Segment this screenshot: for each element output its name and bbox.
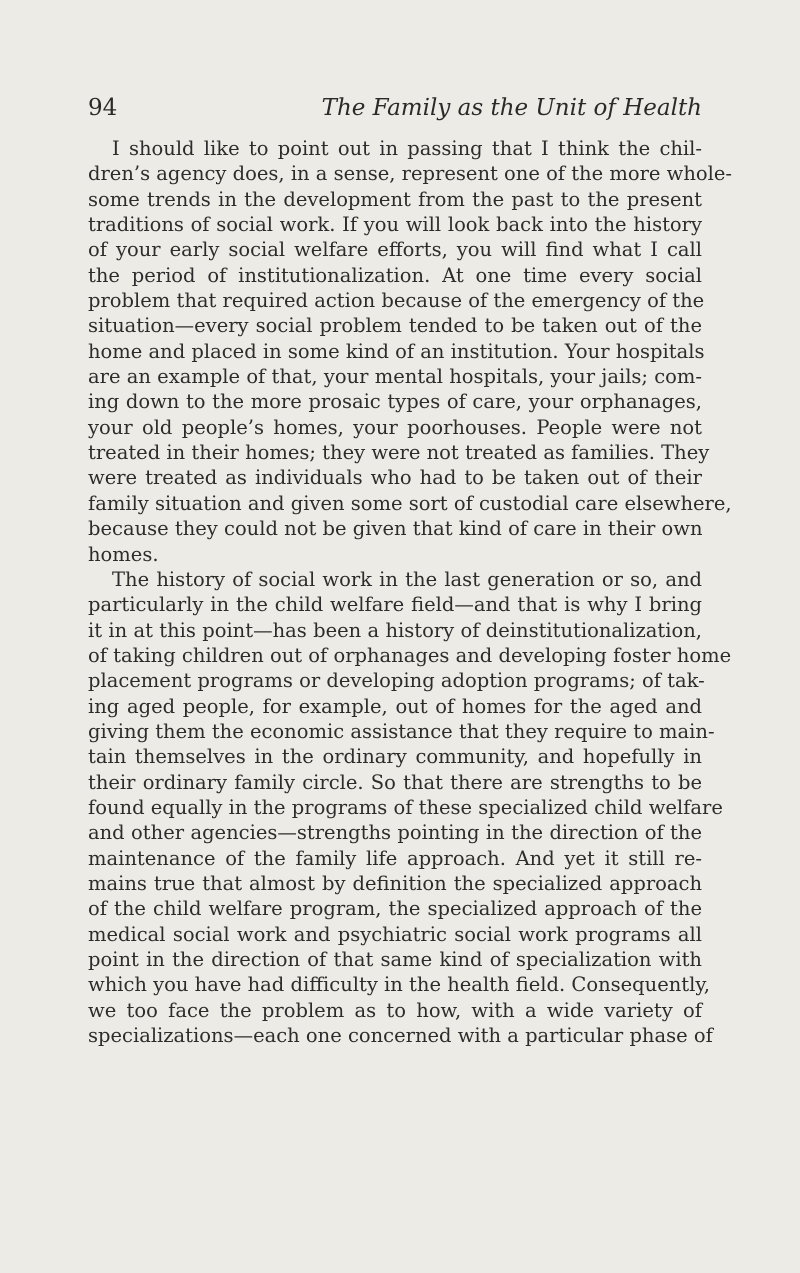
text-line: specializations—each one concerned with a particular phase of: [88, 1024, 713, 1048]
paragraph-1: [88, 136, 733, 567]
text-line: because they could not be given that kind of care in their own: [88, 517, 703, 541]
page-number: 94: [88, 95, 118, 121]
text-line: it in at this point—has been a history of deinstitutionalization,: [88, 618, 702, 642]
text-line: homes.: [88, 542, 159, 566]
text-line: point in the direction of that same kind of specialization with: [88, 948, 702, 971]
text-line: home and placed in some kind of an institution. Your hospitals: [88, 339, 705, 363]
running-title: The Family as the Unit of Health: [321, 95, 702, 121]
text-line: of your early social welfare efforts, you will find what I call: [88, 238, 702, 262]
text-line: I should like to point out in passing that I think the chil-: [112, 137, 702, 160]
text-line: maintenance of the family life approach. And yet it still re-: [88, 846, 702, 870]
text-line: ing down to the more prosaic types of care, your orphanages,: [88, 390, 702, 414]
page-header: [88, 92, 702, 124]
text-line: found equally in the programs of these specialized child welfare: [88, 795, 723, 819]
text-line: dren’s agency does, in a sense, represent one of the more whole-: [88, 162, 733, 186]
text-line: are an example of that, your mental hospitals, your jails; com-: [88, 365, 702, 389]
text-line: medical social work and psychiatric social work programs all: [88, 922, 702, 946]
text-line: ing aged people, for example, out of homes for the aged and: [88, 694, 702, 718]
text-line: and other agencies—strengths pointing in the direction of the: [88, 821, 702, 845]
text-line: traditions of social work. If you will look back into the history: [88, 213, 702, 237]
text-line: placement programs or developing adoption programs; of tak-: [88, 669, 705, 693]
text-line: some trends in the development from the past to the present: [88, 187, 702, 211]
paragraph-2: [88, 567, 732, 1049]
text-line: tain themselves in the ordinary community, and hopefully in: [88, 745, 702, 769]
text-line: problem that required action because of the emergency of the: [88, 289, 705, 313]
text-line: mains true that almost by definition the specialized approach: [88, 871, 702, 895]
text-line: treated in their homes; they were not treated as families. They: [88, 441, 710, 465]
text-line: particularly in the child welfare field—and that is why I bring: [88, 593, 702, 617]
body-text: [88, 136, 733, 1048]
text-line: were treated as individuals who had to be taken out of their: [88, 466, 702, 490]
text-line: of the child welfare program, the specialized approach of the: [88, 897, 702, 921]
text-line: the period of institutionalization. At one time every social: [88, 263, 702, 287]
text-line: of taking children out of orphanages and developing foster home: [88, 643, 732, 667]
text-line: situation—every social problem tended to be taken out of the: [88, 314, 702, 338]
text-line: family situation and given some sort of custodial care elsewhere,: [88, 491, 732, 515]
text-line: The history of social work in the last generation or so, and: [112, 567, 702, 591]
text-line: your old people’s homes, your poorhouses. People were not: [88, 415, 702, 439]
text-line: giving them the economic assistance that they require to main-: [88, 719, 715, 743]
text-line: their ordinary family circle. So that there are strengths to be: [88, 770, 702, 794]
text-line: we too face the problem as to how, with a wide variety of: [88, 998, 702, 1022]
text-line: which you have had difficulty in the health field. Consequently,: [88, 973, 711, 997]
